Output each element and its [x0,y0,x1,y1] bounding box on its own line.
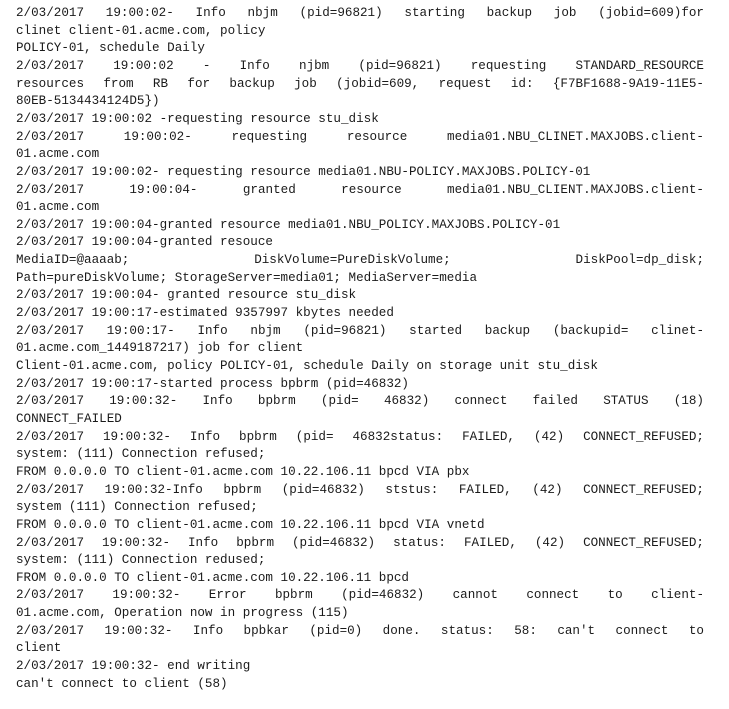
log-line: FROM 0.0.0.0 TO client-01.acme.com 10.22.106.11 bpcd VIA vnetd [16,517,485,532]
log-line: 2/03/2017 19:00:17-started process bpbrm (pid=46832) [16,376,409,391]
log-line: 2/03/2017 19:00:17- Info nbjm (pid=96821) started backup (backupid= clinet- [16,323,704,338]
log-line: 2/03/2017 19:00:02 - Info njbm (pid=96821) requesting STANDARD_RESOURCE [16,58,704,73]
log-line: 01.acme.com_1449187217) job for client [16,341,304,356]
log-line: MediaID=@aaaab; DiskVolume=PureDiskVolume; DiskPool=dp_disk; [16,253,704,268]
log-line: 2/03/2017 19:00:32- Error bpbrm (pid=46832) cannot connect to client- [16,588,704,603]
log-line: FROM 0.0.0.0 TO client-01.acme.com 10.22.106.11 bpcd VIA pbx [16,464,470,479]
log-line: CONNECT_FAILED [16,411,122,426]
log-line: system (111) Connection refused; [16,500,258,515]
log-line: system: (111) Connection refused; [16,447,266,462]
log-line: can't connect to client (58) [16,676,228,691]
log-line: 2/03/2017 19:00:32- Info bpbrm (pid=46832) status: FAILED, (42) CONNECT_REFUSED; [16,535,704,550]
log-line: system: (111) Connection redused; [16,553,266,568]
log-line: POLICY-01, schedule Daily [16,41,205,56]
log-line: Client-01.acme.com, policy POLICY-01, schedule Daily on storage unit stu_disk [16,359,598,373]
log-line: 2/03/2017 19:00:02- requesting resource media01.NBU_CLINET.MAXJOBS.client- [16,129,704,144]
log-line: 80EB-5134434124D5}) [16,94,160,109]
log-line: 2/03/2017 19:00:04- granted resource media01.NBU_CLIENT.MAXJOBS.client- [16,182,704,197]
log-line: 2/03/2017 19:00:32-Info bpbrm (pid=46832) ststus: FAILED, (42) CONNECT_REFUSED; [16,482,704,497]
log-line: client [16,641,62,656]
log-line: 2/03/2017 19:00:32- Info bpbrm (pid= 46832status: FAILED, (42) CONNECT_REFUSED; [16,429,704,444]
log-text-block [0,5,729,705]
log-line: resources from RB for backup job (jobid=609, request id: {F7BF1688-9A19-11E5- [16,76,704,91]
log-line: clinet client-01.acme.com, policy [16,23,266,38]
log-line: FROM 0.0.0.0 TO client-01.acme.com 10.22.106.11 bpcd [16,570,409,585]
log-line: 2/03/2017 19:00:02- Info nbjm (pid=96821) starting backup job (jobid=609)for [16,6,704,20]
log-line: 2/03/2017 19:00:04-granted resouce [16,235,273,250]
log-line: Path=pureDiskVolume; StorageServer=media01; MediaServer=media [16,270,478,285]
log-line: 2/03/2017 19:00:02 -requesting resource stu_disk [16,111,379,126]
log-line: 01.acme.com [16,200,100,215]
log-line: 2/03/2017 19:00:32- Info bpbkar (pid=0) done. status: 58: can't connect to [16,623,704,638]
log-line: 2/03/2017 19:00:02- requesting resource media01.NBU-POLICY.MAXJOBS.POLICY-01 [16,164,591,179]
log-line: 2/03/2017 19:00:32- end writing [16,659,251,674]
log-line: 2/03/2017 19:00:17-estimated 9357997 kbytes needed [16,306,394,321]
log-line: 2/03/2017 19:00:04-granted resource media01.NBU_POLICY.MAXJOBS.POLICY-01 [16,217,561,232]
log-line: 01.acme.com, Operation now in progress (115) [16,606,349,621]
log-line: 01.acme.com [16,147,100,162]
log-line: 2/03/2017 19:00:32- Info bpbrm (pid= 46832) connect failed STATUS (18) [16,394,704,409]
log-line: 2/03/2017 19:00:04- granted resource stu_disk [16,288,357,303]
